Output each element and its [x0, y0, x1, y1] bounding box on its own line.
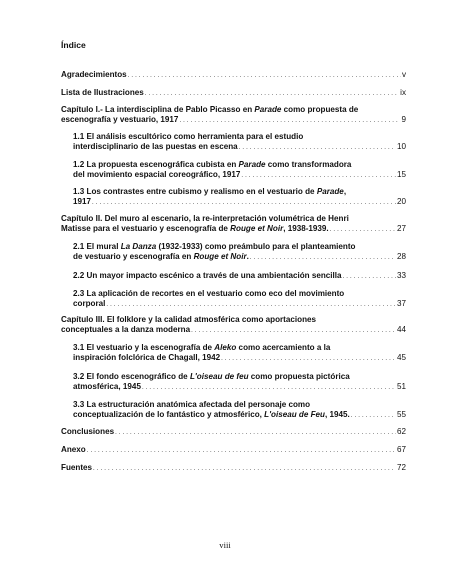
dot-leader [145, 88, 399, 99]
toc-entry-line1: 1.3 Los contrastes entre cubismo y realismo en el vestuario de Parade, [73, 187, 347, 196]
toc-entry-capitulo-3 [61, 315, 406, 337]
toc-page-number: 37 [396, 299, 406, 309]
toc-entry-anexo [61, 445, 406, 456]
toc-entry-line1: 3.1 El vestuario y la escenografía de Aleko como acercamiento a la [73, 343, 331, 352]
toc-entry-capitulo-2 [61, 214, 406, 236]
toc-entry-1-3 [73, 187, 406, 209]
toc-page-number: 15 [396, 170, 406, 180]
toc-entry-text: Fuentes [61, 463, 93, 472]
toc-entry-line1: 1.1 El análisis escultórico como herramienta para el estudio [73, 132, 304, 141]
toc-entry-3-1 [73, 343, 406, 365]
toc-page-number: 62 [396, 427, 406, 436]
toc-entry-text: 2.2 Un mayor impacto escénico a través de una ambientación sencilla [73, 271, 342, 280]
toc-entry-line1: 2.3 La aplicación de recortes en el vestuario como eco del movimiento [73, 289, 345, 298]
page-title: Índice [61, 40, 86, 50]
toc-entry-lista-ilustraciones [61, 88, 406, 99]
toc-entry-line2: corporal [73, 299, 106, 309]
page-folio: viii [219, 540, 231, 550]
toc-page-number: v [401, 70, 406, 79]
toc-entry-agradecimientos [61, 70, 406, 81]
toc-entry-line2: de vestuario y escenografía en Rouge et Noir. [73, 252, 249, 262]
toc-entry-text: Agradecimientos [61, 70, 127, 79]
toc-entry-capitulo-1 [61, 105, 406, 127]
dot-leader [343, 271, 396, 282]
toc-entry-line1: Capítulo III. El folklore y la calidad atmosférica como aportaciones [61, 315, 317, 324]
dot-leader [93, 463, 396, 474]
dot-leader [179, 115, 400, 126]
toc-entry-3-3 [73, 400, 406, 422]
toc-entry-text: Conclusiones [61, 427, 115, 436]
dot-leader [115, 427, 396, 438]
dot-leader [142, 382, 396, 393]
dot-leader [221, 353, 396, 364]
dot-leader [351, 410, 396, 421]
dot-leader [241, 170, 396, 181]
toc-page-number: 27 [396, 224, 406, 234]
toc-entry-line1: Capítulo I.- La interdisciplina de Pablo Picasso en Parade como propuesta de [61, 105, 359, 114]
toc-entry-2-2 [73, 271, 406, 282]
toc-entry-line2: interdisciplinario de las puestas en escena [73, 142, 238, 152]
toc-entry-line2: 1917 [73, 197, 92, 207]
toc-entry-line2: inspiración folclórica de Chagall, 1942 [73, 353, 221, 363]
toc-entry-text: Anexo [61, 445, 86, 454]
toc-page-number: 67 [396, 445, 406, 454]
toc-entry-line1: 3.3 La estructuración anatómica afectada del personaje como [73, 400, 311, 409]
dot-leader [239, 142, 396, 153]
toc-entry-line2: atmosférica, 1945 [73, 382, 141, 392]
toc-entry-line1: 3.2 El fondo escenográfico de L'oiseau de feu como propuesta pictórica [73, 372, 350, 381]
toc-page-number: 45 [396, 353, 406, 363]
toc-page-number: 44 [396, 325, 406, 335]
toc-page-number: 10 [396, 142, 406, 152]
toc-page-number: 51 [396, 382, 406, 392]
toc-page-number: 9 [401, 115, 406, 125]
toc-entry-line2: conceptualización de lo fantástico y atmosférico, L'oiseau de Feu, 1945. [73, 410, 350, 420]
toc-entry-line1: Capítulo II. Del muro al escenario, la re-interpretación volumétrica de Henri [61, 214, 349, 223]
toc-entry-conclusiones [61, 427, 406, 438]
toc-entry-line2: del movimiento espacial coreográfico, 1917 [73, 170, 241, 180]
dot-leader [106, 299, 396, 310]
toc-entry-fuentes [61, 463, 406, 474]
toc-entry-2-1 [73, 242, 406, 264]
dot-leader [191, 325, 396, 336]
toc-entry-3-2 [73, 372, 406, 394]
toc-entry-line1: 2.1 El mural La Danza (1932-1933) como preámbulo para el planteamiento [73, 242, 356, 251]
toc-page-number: 33 [396, 271, 406, 280]
toc-entry-1-2 [73, 160, 406, 182]
toc-page-number: 72 [396, 463, 406, 472]
toc-page-number: 20 [396, 197, 406, 207]
toc-entry-1-1 [73, 132, 406, 154]
toc-entry-line2: conceptuales a la danza moderna [61, 325, 191, 335]
toc-entry-line1: 1.2 La propuesta escenográfica cubista en Parade como transformadora [73, 160, 352, 169]
toc-page-number: ix [400, 88, 406, 97]
dot-leader [92, 197, 396, 208]
toc-entry-line2: escenografía y vestuario, 1917 [61, 115, 179, 125]
toc-page-number: 55 [396, 410, 406, 420]
toc-entry-line2: Matisse para el vestuario y escenografía de Rouge et Noir, 1938-1939. [61, 224, 329, 234]
toc-page-number: 28 [396, 252, 406, 262]
dot-leader [128, 70, 401, 81]
dot-leader [330, 224, 396, 235]
toc-entry-text: Lista de Ilustraciones [61, 88, 144, 97]
dot-leader [87, 445, 396, 456]
toc-entry-2-3 [73, 289, 406, 311]
dot-leader [250, 252, 396, 263]
